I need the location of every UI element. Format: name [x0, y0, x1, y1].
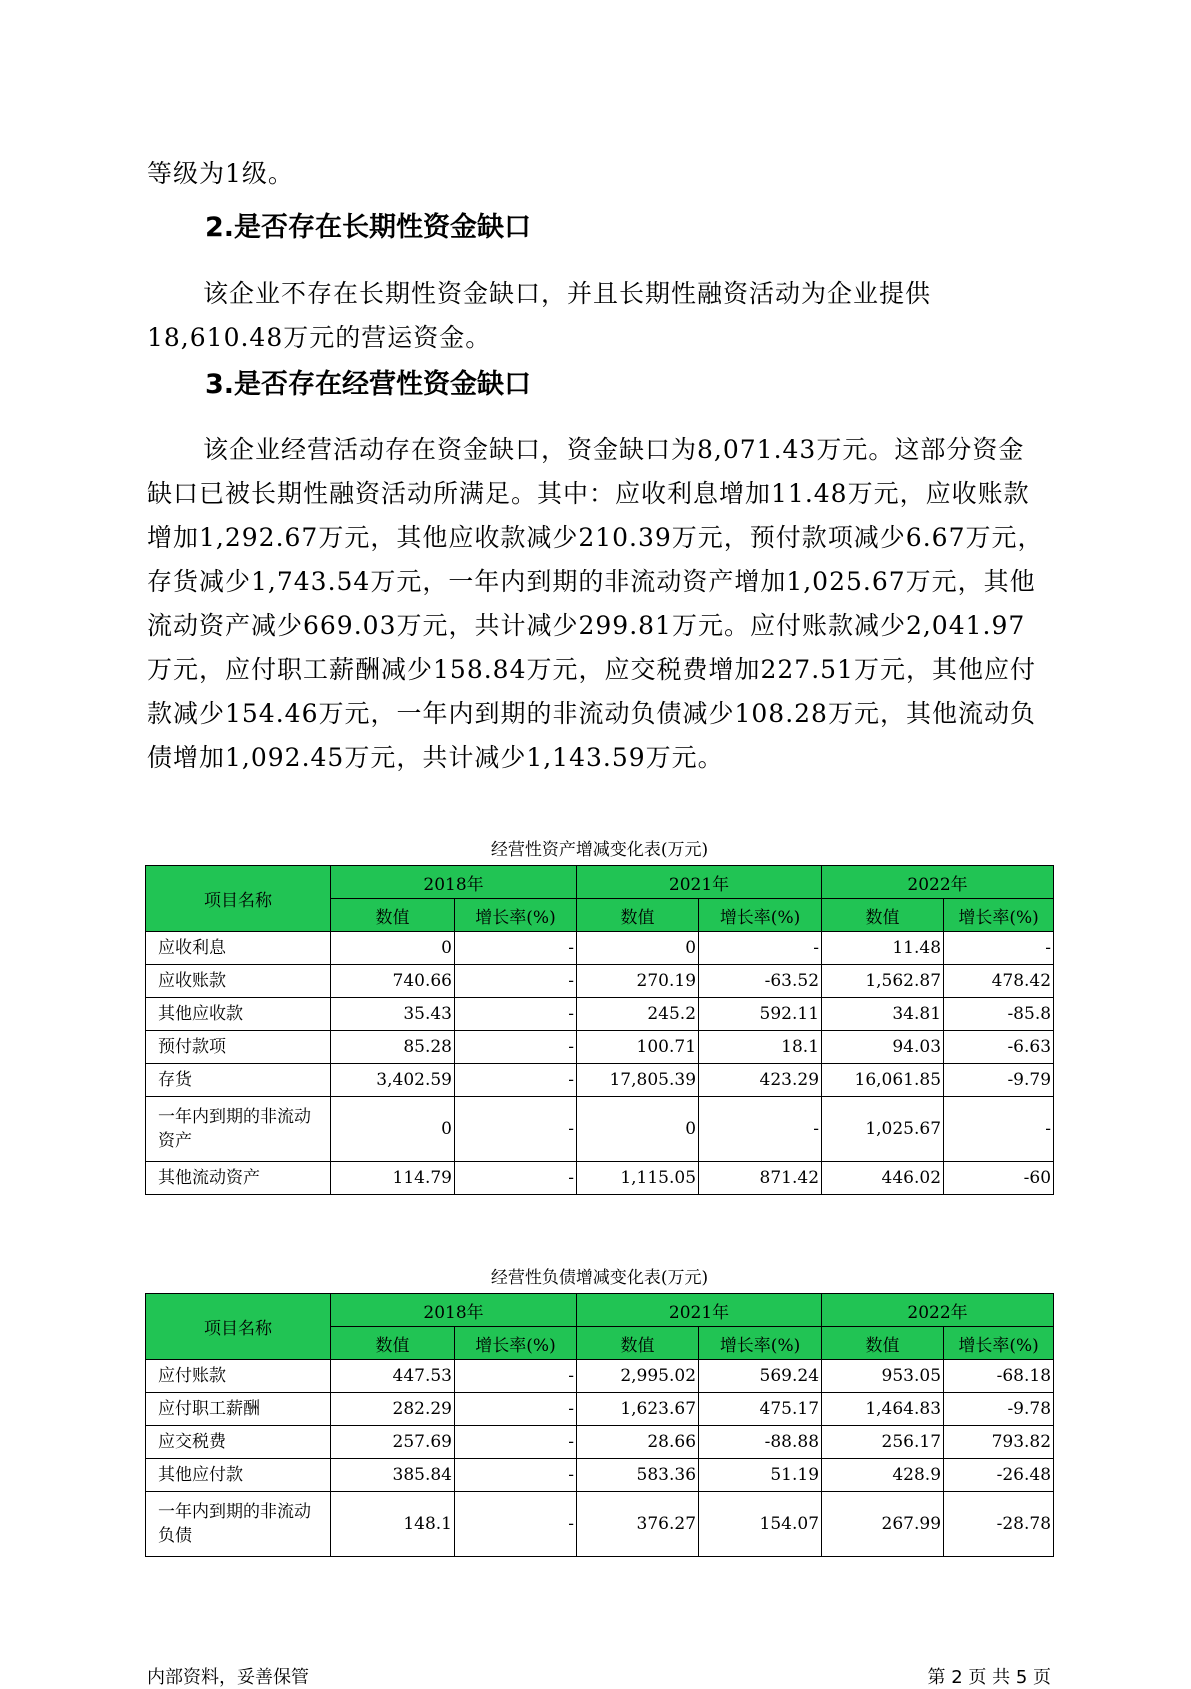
growth-header: 增长率(%) — [944, 1327, 1054, 1360]
growth-cell: - — [455, 998, 577, 1031]
value-cell: 85.28 — [331, 1031, 455, 1064]
row-item-name: 应付账款 — [146, 1360, 331, 1393]
value-cell: 447.53 — [331, 1360, 455, 1393]
growth-cell: 475.17 — [699, 1393, 822, 1426]
growth-cell: 871.42 — [699, 1162, 822, 1195]
footer-page-number: 第 2 页 共 5 页 — [927, 1667, 1051, 1688]
value-cell: 0 — [331, 932, 455, 965]
paragraph-operating-gap: 该企业经营活动存在资金缺口，资金缺口为8,071.43万元。这部分资金缺口已被长期性融资活动所满足。其中：应收利息增加11.48万元，应收账款增加1,292.67万元，其他应收款减少210.39万元，预付款项减少6.67万元，存货减少1,743.54万元，一年内到期的非流动资产增加1,025.67万元，其他流动资产减少669.03万元，共计减少299.81万元。应付账款减少2,041.97万元，应付职工薪酬减少158.84万元，应交税费增加227.51万元，其他应付款减少154.46万元，一年内到期的非流动负债减少108.28万元，其他流动负债增加1,092.45万元，共计减少1,143.59万元。 — [147, 435, 1044, 772]
value-cell: 100.71 — [577, 1031, 699, 1064]
value-header: 数值 — [822, 1327, 944, 1360]
growth-cell: -9.78 — [944, 1393, 1054, 1426]
growth-cell: 423.29 — [699, 1064, 822, 1097]
growth-cell: - — [455, 1360, 577, 1393]
value-cell: 94.03 — [822, 1031, 944, 1064]
value-cell: 256.17 — [822, 1426, 944, 1459]
value-header: 数值 — [822, 899, 944, 932]
growth-cell: - — [455, 1426, 577, 1459]
value-cell: 428.9 — [822, 1459, 944, 1492]
value-cell: 0 — [577, 932, 699, 965]
growth-cell: - — [699, 932, 822, 965]
value-cell: 28.66 — [577, 1426, 699, 1459]
value-cell: 740.66 — [331, 965, 455, 998]
table-row — [146, 1360, 1054, 1393]
value-cell: 257.69 — [331, 1426, 455, 1459]
value-cell: 1,025.67 — [822, 1097, 944, 1162]
section-heading-3: 3.是否存在经营性资金缺口 — [205, 369, 532, 400]
growth-cell: - — [455, 1097, 577, 1162]
growth-cell: 478.42 — [944, 965, 1054, 998]
growth-header: 增长率(%) — [699, 1327, 822, 1360]
growth-cell: 793.82 — [944, 1426, 1054, 1459]
value-cell: 0 — [331, 1097, 455, 1162]
liabilities-table-caption: 经营性负债增减变化表(万元) — [490, 1268, 709, 1288]
growth-cell: -85.8 — [944, 998, 1054, 1031]
value-cell: 1,623.67 — [577, 1393, 699, 1426]
table-row — [146, 965, 1054, 998]
growth-cell: - — [455, 1064, 577, 1097]
row-item-name: 其他应收款 — [146, 998, 331, 1031]
year-header: 2022年 — [822, 1294, 1054, 1327]
table-row — [146, 1459, 1054, 1492]
table-row — [146, 1492, 1054, 1557]
value-cell: 148.1 — [331, 1492, 455, 1557]
growth-cell: - — [455, 965, 577, 998]
value-cell: 35.43 — [331, 998, 455, 1031]
growth-cell: -63.52 — [699, 965, 822, 998]
footer-confidential: 内部资料，妥善保管 — [147, 1667, 309, 1688]
row-item-name: 预付款项 — [146, 1031, 331, 1064]
year-header: 2021年 — [577, 1294, 822, 1327]
value-cell: 1,562.87 — [822, 965, 944, 998]
growth-cell: - — [455, 1393, 577, 1426]
item-name-header: 项目名称 — [146, 1294, 331, 1360]
paragraph-long-term-gap: 该企业不存在长期性资金缺口，并且长期性融资活动为企业提供18,610.48万元的营运资金。 — [147, 279, 932, 352]
item-name-header: 项目名称 — [146, 866, 331, 932]
growth-cell: -60 — [944, 1162, 1054, 1195]
row-item-name: 应交税费 — [146, 1426, 331, 1459]
growth-cell: - — [455, 1031, 577, 1064]
value-cell: 385.84 — [331, 1459, 455, 1492]
growth-cell: - — [455, 1492, 577, 1557]
value-cell: 267.99 — [822, 1492, 944, 1557]
value-header: 数值 — [577, 899, 699, 932]
growth-cell: -88.88 — [699, 1426, 822, 1459]
liabilities-table — [145, 1293, 1054, 1557]
year-header: 2021年 — [577, 866, 822, 899]
assets-table — [145, 865, 1054, 1195]
row-item-name: 一年内到期的非流动资产 — [146, 1097, 331, 1162]
year-header: 2018年 — [331, 866, 577, 899]
value-cell: 282.29 — [331, 1393, 455, 1426]
growth-cell: 592.11 — [699, 998, 822, 1031]
assets-table-caption: 经营性资产增减变化表(万元) — [490, 840, 709, 860]
row-item-name: 应收利息 — [146, 932, 331, 965]
growth-cell: - — [455, 1162, 577, 1195]
growth-cell: -26.48 — [944, 1459, 1054, 1492]
table-row — [146, 932, 1054, 965]
growth-cell: -9.79 — [944, 1064, 1054, 1097]
value-cell: 270.19 — [577, 965, 699, 998]
growth-cell: -6.63 — [944, 1031, 1054, 1064]
value-cell: 953.05 — [822, 1360, 944, 1393]
table-row — [146, 1064, 1054, 1097]
value-header: 数值 — [577, 1327, 699, 1360]
growth-cell: - — [455, 932, 577, 965]
value-cell: 583.36 — [577, 1459, 699, 1492]
value-cell: 3,402.59 — [331, 1064, 455, 1097]
row-item-name: 一年内到期的非流动负债 — [146, 1492, 331, 1557]
table-row — [146, 998, 1054, 1031]
value-cell: 446.02 — [822, 1162, 944, 1195]
growth-cell: -28.78 — [944, 1492, 1054, 1557]
growth-header: 增长率(%) — [455, 1327, 577, 1360]
value-cell: 114.79 — [331, 1162, 455, 1195]
growth-cell: 154.07 — [699, 1492, 822, 1557]
table-row — [146, 1393, 1054, 1426]
row-item-name: 其他应付款 — [146, 1459, 331, 1492]
paragraph-tail: 等级为1级。 — [147, 159, 294, 188]
growth-cell: - — [944, 932, 1054, 965]
value-cell: 245.2 — [577, 998, 699, 1031]
growth-cell: 51.19 — [699, 1459, 822, 1492]
value-cell: 17,805.39 — [577, 1064, 699, 1097]
growth-cell: 18.1 — [699, 1031, 822, 1064]
value-header: 数值 — [331, 1327, 455, 1360]
growth-header: 增长率(%) — [699, 899, 822, 932]
year-header: 2022年 — [822, 866, 1054, 899]
table-row — [146, 1097, 1054, 1162]
growth-header: 增长率(%) — [944, 899, 1054, 932]
table-row — [146, 1426, 1054, 1459]
row-item-name: 存货 — [146, 1064, 331, 1097]
year-header: 2018年 — [331, 1294, 577, 1327]
table-row — [146, 1031, 1054, 1064]
growth-cell: - — [699, 1097, 822, 1162]
value-cell: 0 — [577, 1097, 699, 1162]
row-item-name: 其他流动资产 — [146, 1162, 331, 1195]
value-cell: 376.27 — [577, 1492, 699, 1557]
growth-cell: - — [455, 1459, 577, 1492]
growth-cell: 569.24 — [699, 1360, 822, 1393]
value-cell: 2,995.02 — [577, 1360, 699, 1393]
table-row — [146, 1162, 1054, 1195]
value-header: 数值 — [331, 899, 455, 932]
value-cell: 16,061.85 — [822, 1064, 944, 1097]
section-heading-2: 2.是否存在长期性资金缺口 — [205, 212, 532, 243]
value-cell: 1,464.83 — [822, 1393, 944, 1426]
row-item-name: 应收账款 — [146, 965, 331, 998]
value-cell: 1,115.05 — [577, 1162, 699, 1195]
growth-header: 增长率(%) — [455, 899, 577, 932]
growth-cell: -68.18 — [944, 1360, 1054, 1393]
growth-cell: - — [944, 1097, 1054, 1162]
value-cell: 34.81 — [822, 998, 944, 1031]
value-cell: 11.48 — [822, 932, 944, 965]
row-item-name: 应付职工薪酬 — [146, 1393, 331, 1426]
